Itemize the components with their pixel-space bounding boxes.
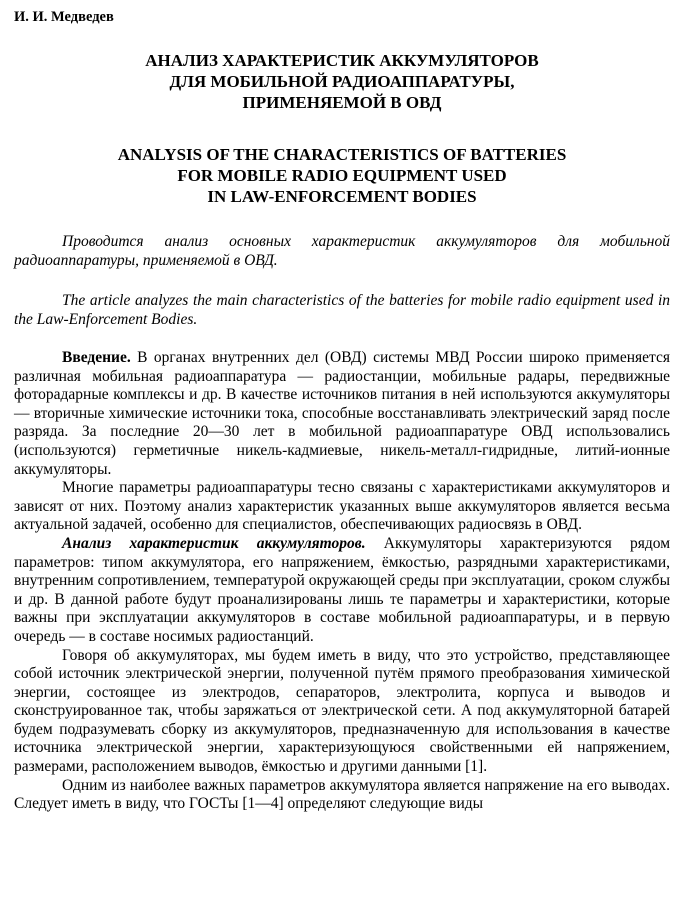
- title-line: ПРИМЕНЯЕМОЙ В ОВД: [242, 93, 442, 112]
- paragraph-text: В органах внутренних дел (ОВД) системы МВД России широко применяется различная мобильная радиоаппаратура — радиостанции, мобильные радары, передвижные фоторадарные комплексы и др. В качестве источников питания в ней используются аккумуляторы — вторичные химические источники тока, способные восстанавливать электрический заряд после разряда. За последние 20—30 лет в мобильной радиоаппаратуре ОВД использовались (используются) герметичные никель-кадмиевые, никель-металл-гидридные, литий-ионные аккумуляторы.: [14, 349, 670, 478]
- title-russian: [14, 50, 670, 113]
- title-line: АНАЛИЗ ХАРАКТЕРИСТИК АККУМУЛЯТОРОВ: [145, 51, 539, 70]
- article-body: [14, 349, 670, 814]
- section-heading-analysis: Анализ характеристик аккумуляторов.: [62, 534, 366, 552]
- abstract-russian: Проводится анализ основных характеристик аккумуляторов для мобильной радиоаппаратуры, применяемой в ОВД.: [14, 233, 670, 269]
- paragraph-text: Аккумуляторы характеризуются рядом параметров: типом аккумулятора, его напряжением, ёмкостью, разрядными характеристиками, внутренним сопротивлением, температурой окружающей среды при эксплуатации, сроком службы и др. В данной работе будут проанализированы лишь те параметры и характеристики, которые важны при эксплуатации аккумуляторов в составе мобильной радиоаппаратуры, и в первую очередь — в составе носимых радиостанций.: [14, 534, 671, 645]
- title-line: FOR MOBILE RADIO EQUIPMENT USED: [177, 166, 507, 185]
- title-line: IN LAW-ENFORCEMENT BODIES: [207, 187, 477, 206]
- title-line: ДЛЯ МОБИЛЬНОЙ РАДИОАППАРАТУРЫ,: [169, 72, 515, 91]
- abstract-english: The article analyzes the main characteristics of the batteries for mobile radio equipment used in the Law-Enforcement Bodies.: [14, 292, 670, 328]
- title-line: ANALYSIS OF THE CHARACTERISTICS OF BATTERIES: [117, 145, 567, 164]
- paragraph: Говоря об аккумуляторах, мы будем иметь в виду, что это устройство, представляющее собой источник электрической энергии, полученной путём прямого преобразования химической энергии, состоящее из электродов, сепараторов, электролита, корпуса и выводов и сконструированное так, чтобы заряжаться от электрической сети. А под аккумуляторной батарей будем подразумевать сборку из аккумуляторов, предназначенную для использования в качестве источника электрической энергии, характеризующуюся свойственными ей напряжением, размерами, расположением выводов, ёмкостью и другими данными [1].: [14, 646, 670, 776]
- paragraph-introduction: [14, 349, 670, 479]
- paragraph: Одним из наиболее важных параметров аккумулятора является напряжение на его выводах. Следует иметь в виду, что ГОСТы [1—4] определяют следующие виды: [14, 776, 670, 813]
- title-english: [14, 144, 670, 207]
- author-name: И. И. Медведев: [14, 9, 114, 25]
- paragraph: Многие параметры радиоаппаратуры тесно связаны с характеристиками аккумуляторов и зависят от них. Поэтому анализ характеристик указанных выше аккумуляторов является весьма актуальной задачей, особенно для специалистов, обеспечивающих радиосвязь в ОВД.: [14, 479, 670, 534]
- section-heading-introduction: Введение.: [62, 349, 131, 366]
- paragraph-analysis: [14, 535, 670, 647]
